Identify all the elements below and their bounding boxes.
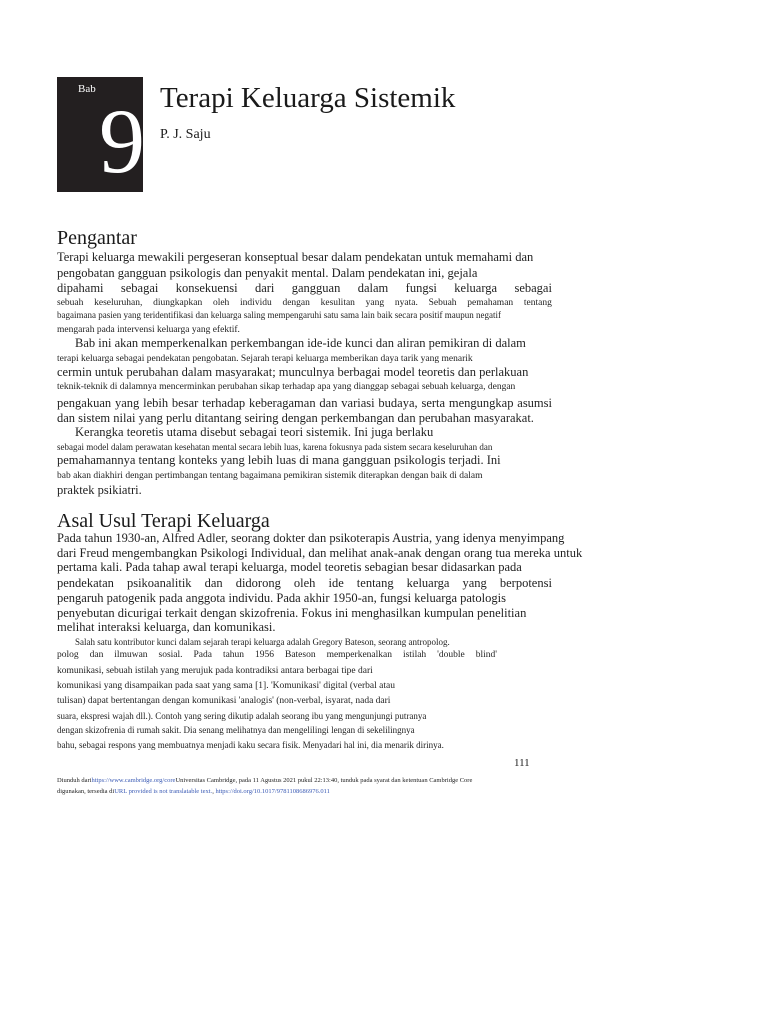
word: terhadap — [202, 396, 246, 410]
text-line: melihat interaksi keluarga, dan komunikasi. — [57, 620, 276, 634]
text-line: pertama kali. Pada tahap awal terapi keluarga, model teoretis sebagian besar didasarkan pada — [57, 560, 522, 574]
word: individu — [240, 298, 272, 308]
text-line: tulisan) dapat bertentangan dengan komunikasi 'analogis' (non-verbal, isyarat, nada dari — [57, 696, 391, 706]
word: pemahaman — [467, 298, 514, 308]
text-line: Terapi keluarga mewakili pergeseran konseptual besar dalam pendekatan untuk memahami dan — [57, 250, 534, 264]
section-title-pengantar: Pengantar — [57, 227, 137, 249]
word: ilmuwan — [114, 650, 148, 660]
text-line: bahu, sebagai respons yang membuatnya menjadi kaku secara fisik. Menyadari hal ini, dia menarik dirinya. — [57, 740, 444, 750]
text-line: Salah satu kontributor kunci dalam sejarah terapi keluarga adalah Gregory Bateson, seorang antropolog. — [75, 637, 450, 647]
word: variasi — [341, 396, 375, 410]
footer-prefix: digunakan, tersedia di — [57, 788, 115, 795]
text-line: sebagai model dalam perawatan kesehatan mental secara lebih luas, karena fokusnya pada sistem secara keseluruhan dan — [57, 442, 493, 452]
text-line: cermin untuk perubahan dalam masyarakat; munculnya berbagai model teoretis dan perlakuan — [57, 365, 529, 379]
word: yang — [462, 576, 487, 590]
word: sebagai — [514, 281, 552, 295]
word: oleh — [212, 298, 230, 308]
word: tentang — [356, 576, 394, 590]
word: dipahami — [57, 281, 104, 295]
text-line: bagaimana pasien yang teridentifikasi dan keluarga saling mempengaruhi satu sama lain baik secara positif maupun negatif — [57, 310, 501, 320]
word: nyata. — [394, 298, 418, 308]
text-line: komunikasi, sebuah istilah yang merujuk pada kontradiksi antara berbagai tipe dari — [57, 666, 373, 676]
word: keluarga — [454, 281, 498, 295]
text-line: pengobatan gangguan psikologis dan penyakit mental. Dalam pendekatan ini, gejala — [57, 266, 478, 280]
word: psikoanalitik — [126, 576, 192, 590]
text-line: praktek psikiatri. — [57, 483, 142, 497]
text-line-justified — [57, 280, 552, 296]
doi-link[interactable]: https://doi.org/10.1017/9781108686976.011 — [215, 788, 330, 795]
word: dan — [89, 650, 104, 660]
word: tahun — [222, 650, 245, 660]
word: keluarga — [406, 576, 450, 590]
word: dan — [204, 576, 223, 590]
text-line: mengarah pada intervensi keluarga yang efektif. — [57, 325, 240, 335]
footer-prefix: Diunduh dari — [57, 777, 92, 784]
word: pengakuan — [57, 396, 112, 410]
chapter-number: 9 — [99, 90, 145, 192]
text-line: pemahamannya tentang konteks yang lebih luas di mana gangguan psikologis terjadi. Ini — [57, 453, 501, 467]
cambridge-core-link[interactable]: https://www.cambridge.org/core — [91, 777, 176, 784]
text-line: Pada tahun 1930-an, Alfred Adler, seorang dokter dan psikoterapis Austria, yang idenya menyimpang — [57, 531, 565, 545]
text-line-justified — [57, 647, 497, 663]
word: oleh — [293, 576, 316, 590]
text-line: teknik-teknik di dalamnya mencerminkan perubahan sikap terhadap apa yang dianggap sebagai sebuah keluarga, dengan — [57, 382, 516, 392]
word: yang — [365, 298, 385, 308]
footer-text: Universitas Cambridge, pada 11 Agustus 2021 pukul 22:13:40, tunduk pada syarat dan ketentuan Cambridge Core — [175, 777, 473, 784]
word: sebuah — [57, 298, 84, 308]
word: asumsi — [517, 396, 552, 410]
text-line: Bab ini akan memperkenalkan perkembangan ide-ide kunci dan aliran pemikiran di dalam — [75, 336, 526, 350]
text-line-justified — [57, 395, 552, 411]
section-title-asal-usul: Asal Usul Terapi Keluarga — [57, 510, 270, 532]
text-line: dari Freud mengembangkan Psikologi Individual, dan melihat anak-anak dengan orang tua mereka untuk — [57, 546, 583, 560]
word: gangguan — [291, 281, 341, 295]
terms-link[interactable]: URL provided is not translatable text. — [114, 788, 213, 795]
download-footer-line-1 — [57, 777, 472, 784]
chapter-title: Terapi Keluarga Sistemik — [160, 82, 456, 114]
page-number: 111 — [514, 757, 530, 769]
word: sebagai — [120, 281, 159, 295]
word: dan — [319, 396, 338, 410]
word: pendekatan — [57, 576, 114, 590]
word: fungsi — [405, 281, 437, 295]
word: lebih — [143, 396, 169, 410]
word: Sebuah — [428, 298, 457, 308]
word: sosial. — [158, 650, 183, 660]
word: besar — [171, 396, 199, 410]
word: serta — [421, 396, 446, 410]
text-line: pengaruh patogenik pada anggota individu. Pada akhir 1950-an, fungsi keluarga patologis — [57, 591, 506, 605]
word: dalam — [357, 281, 389, 295]
word: tentang — [523, 298, 552, 308]
text-line: dengan skizofrenia di rumah sakit. Dia senang melihatnya dan mengelilingi lengan di sekelilingnya — [57, 725, 415, 735]
word: kesulitan — [320, 298, 355, 308]
word: diungkapkan — [153, 298, 203, 308]
download-footer-line-2 — [57, 788, 330, 795]
word: 1956 — [255, 650, 275, 660]
chapter-author: P. J. Saju — [160, 127, 211, 142]
text-line: komunikasi yang disampaikan pada saat yang sama [1]. 'Komunikasi' digital (verbal atau — [57, 681, 395, 691]
word: didorong — [235, 576, 281, 590]
word: istilah — [402, 650, 427, 660]
word: dengan — [282, 298, 310, 308]
text-line: dan sistem nilai yang perlu ditantang seiring dengan perkembangan dan perubahan masyarakat. — [57, 411, 534, 425]
word: Bateson — [284, 650, 316, 660]
text-line: terapi keluarga sebagai pendekatan pengobatan. Sejarah terapi keluarga memberikan daya tarik yang menarik — [57, 354, 473, 364]
word: blind' — [475, 650, 497, 660]
word: budaya, — [378, 396, 418, 410]
word: ide — [328, 576, 344, 590]
word: dari — [254, 281, 275, 295]
footer-separator: , — [212, 788, 216, 795]
chapter-label: Bab — [78, 83, 96, 95]
word: Pada — [193, 650, 212, 660]
text-line: penyebutan dicurigai terkait dengan skizofrenia. Fokus ini menghasilkan kumpulan penelitian — [57, 606, 527, 620]
word: yang — [114, 396, 140, 410]
word: mengungkap — [448, 396, 514, 410]
text-line-justified — [57, 575, 552, 591]
word: berpotensi — [499, 576, 552, 590]
chapter-number-box — [57, 77, 143, 192]
word: keberagaman — [248, 396, 316, 410]
text-line: Kerangka teoretis utama disebut sebagai teori sistemik. Ini juga berlaku — [75, 425, 434, 439]
word: keseluruhan, — [94, 298, 143, 308]
text-line: bab akan diakhiri dengan pertimbangan tentang bagaimana pemikiran sistemik diterapkan dengan baik di dalam — [57, 471, 483, 481]
word: konsekuensi — [175, 281, 238, 295]
word: 'double — [437, 650, 465, 660]
word: polog — [57, 650, 79, 660]
text-line: suara, ekspresi wajah dll.). Contoh yang sering dikutip adalah seorang ibu yang mengunjungi putranya — [57, 711, 427, 721]
word: memperkenalkan — [326, 650, 392, 660]
